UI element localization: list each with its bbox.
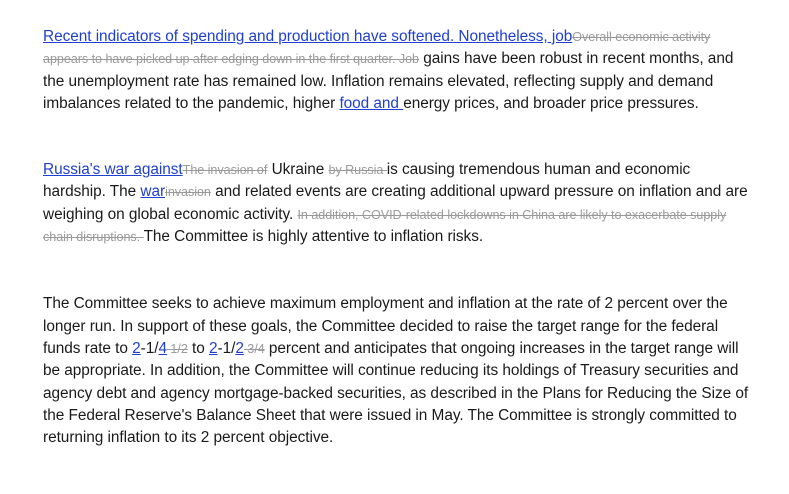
inserted-text: food and [339,94,404,112]
deleted-text: The invasion of [182,163,268,178]
paragraph-policy-decision [43,293,755,449]
inserted-text: Russia's war against [43,161,183,179]
deleted-text: In addition, COVID-related lockdowns in China are likely to exacerbate supply chain disruptions. [43,207,727,245]
inserted-text: 2 [235,339,244,357]
inserted-text: 2 [209,339,218,357]
body-text: is causing tremendous human and economic hardship. The [43,161,691,201]
paragraph-ukraine [43,159,755,248]
deleted-text: Overall economic activity appears to have picked up after edging down in the first quarter. Job [43,30,711,67]
deleted-text: invasion [165,185,211,200]
body-text: percent and anticipates that ongoing increases in the target range will be appropriate. In addition, the Committee will continue reducing its holdings of Treasury securities and agency debt and agency mortgage-backed securities, as described in the Plans for Reducing the Size of the Federal Reserve's Balance Sheet that were issued in May. The Committee is strongly committed to returning inflation to its 2 percent objective. [43,339,749,447]
document-body [43,26,755,449]
body-text: energy prices, and broader price pressures. [403,94,699,112]
body-text: -1/ [217,339,236,357]
inserted-text: 4 [158,339,167,357]
paragraph-economic-activity [43,26,755,115]
inserted-text: Recent indicators of spending and production have softened. Nonetheless, job [43,28,573,45]
body-text: The Committee is highly attentive to inflation risks. [143,228,484,246]
body-text: and related events are creating additional upward pressure on inflation and are weighing on global economic activity. [43,183,748,223]
inserted-text: war [140,183,166,201]
body-text: The Committee seeks to achieve maximum employment and inflation at the rate of 2 percent over the longer run. In support of these goals, the Committee decided to raise the target range for the federal funds rate to [43,295,728,357]
deleted-text: 3/4 [243,341,265,356]
inserted-text: 2 [132,339,141,357]
body-text: Ukraine [267,161,329,179]
body-text: gains have been robust in recent months, and the unemployment rate has remained low. Inflation remains elevated, reflecting supply and demand imbalances related to the pandemic, higher [43,50,734,112]
deleted-text: 1/2 [166,341,188,356]
body-text: -1/ [140,339,159,357]
deleted-text: by Russia [328,163,387,178]
body-text: to [187,339,209,357]
